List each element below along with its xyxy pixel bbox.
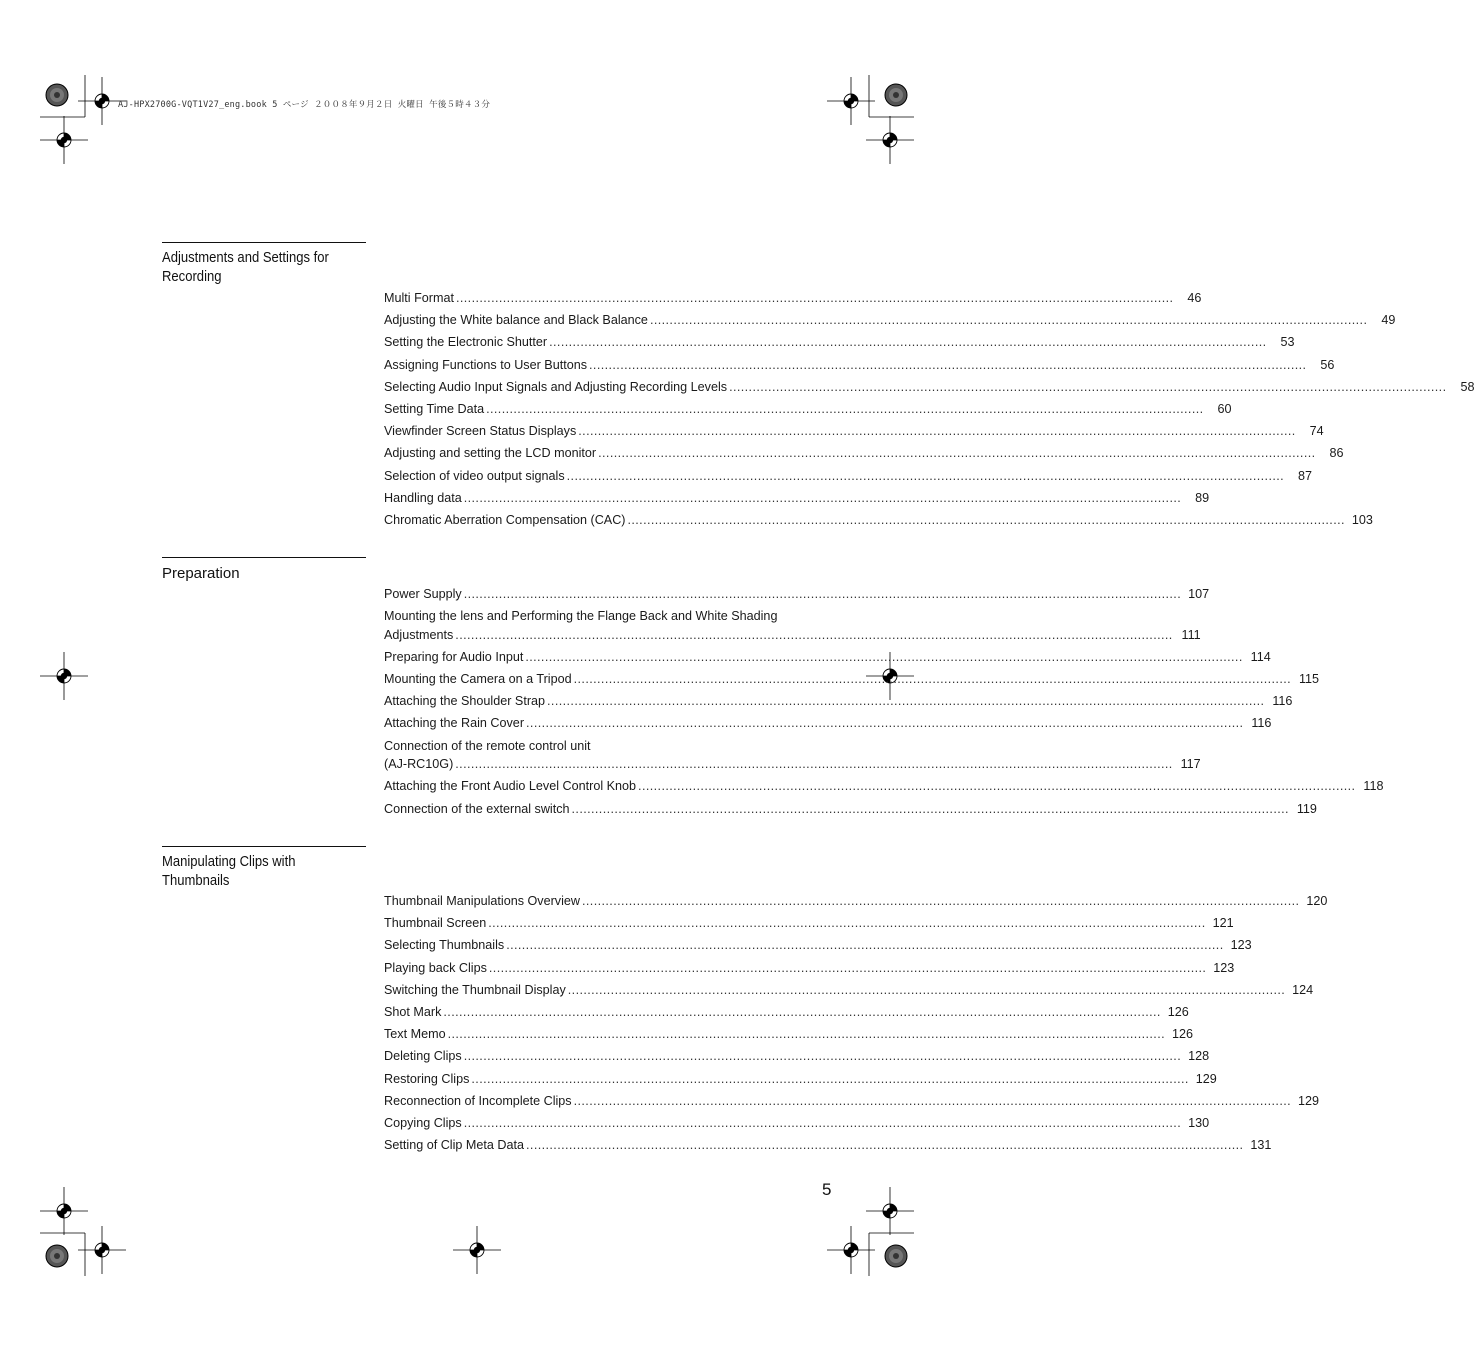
toc-entry[interactable]: Adjusting and setting the LCD monitor ..... 86: [384, 444, 812, 463]
toc-entry[interactable]: Copying Clips ..... 130: [384, 1114, 812, 1133]
toc-entry[interactable]: Selecting Audio Input Signals and Adjusting Recording Levels ..... 58: [384, 378, 812, 397]
toc-entry[interactable]: Restoring Clips ..... 129: [384, 1070, 812, 1089]
toc-entry[interactable]: Setting Time Data ..... 60: [384, 400, 812, 419]
page-number: 5: [822, 1180, 832, 1199]
toc-entry[interactable]: Handling data ..... 89: [384, 489, 812, 508]
section-header-adjustments: [162, 242, 366, 287]
toc-entry[interactable]: Connection of the remote control unit (AJ-RC10G) ..... 117: [384, 737, 812, 774]
toc-entry[interactable]: Adjusting the White balance and Black Balance ..... 49: [384, 311, 812, 330]
toc-entry[interactable]: Setting the Electronic Shutter ..... 53: [384, 333, 812, 352]
file-info-header: AJ-HPX2700G-VQT1V27_eng.book 5 ページ ２００８年９月２日 火曜日 午後５時４３分: [118, 100, 491, 110]
toc-entry[interactable]: Switching the Thumbnail Display ..... 124: [384, 981, 812, 1000]
toc-entry[interactable]: Shot Mark ..... 126: [384, 1003, 812, 1022]
toc-entry[interactable]: Thumbnail Screen ..... 121: [384, 914, 812, 933]
toc-entry[interactable]: Multi Format ..... 46: [384, 289, 812, 308]
toc-entry[interactable]: Assigning Functions to User Buttons ..... 56: [384, 356, 812, 375]
toc-entry[interactable]: Mounting the lens and Performing the Flange Back and White Shading Adjustments ..... 111: [384, 607, 812, 644]
toc-entry[interactable]: Selection of video output signals ..... 87: [384, 467, 812, 486]
toc-entry[interactable]: Chromatic Aberration Compensation (CAC) ..... 103: [384, 511, 812, 530]
toc-entry[interactable]: Connection of the external switch ..... 119: [384, 800, 812, 819]
toc-entry[interactable]: Deleting Clips ..... 128: [384, 1047, 812, 1066]
section-header-thumbnails: [162, 846, 366, 891]
toc-entry[interactable]: Attaching the Front Audio Level Control Knob ..... 118: [384, 777, 812, 796]
toc-entry[interactable]: Viewfinder Screen Status Displays ..... 74: [384, 422, 812, 441]
toc-entry[interactable]: Text Memo ..... 126: [384, 1025, 812, 1044]
section-title: Manipulating Clips with Thumbnails: [162, 854, 296, 889]
toc-entry[interactable]: Playing back Clips ..... 123: [384, 959, 812, 978]
toc-entry[interactable]: Selecting Thumbnails ..... 123: [384, 936, 812, 955]
section-header-preparation: [162, 557, 366, 583]
toc-entry[interactable]: Attaching the Rain Cover ..... 116: [384, 714, 812, 733]
section-title: Preparation: [162, 565, 240, 582]
toc-entry[interactable]: Thumbnail Manipulations Overview ..... 120: [384, 892, 812, 911]
toc-entry[interactable]: Mounting the Camera on a Tripod ..... 115: [384, 670, 812, 689]
section-title: Adjustments and Settings for Recording: [162, 250, 329, 285]
toc-entry[interactable]: Preparing for Audio Input ..... 114: [384, 648, 812, 667]
toc-entry[interactable]: Attaching the Shoulder Strap ..... 116: [384, 692, 812, 711]
toc-list-adjustments: [384, 289, 1474, 533]
toc-list-preparation: [384, 585, 1384, 822]
toc-entry[interactable]: Reconnection of Incomplete Clips ..... 129: [384, 1092, 812, 1111]
toc-entry[interactable]: Power Supply ..... 107: [384, 585, 812, 604]
toc-list-thumbnails: [384, 892, 1328, 1158]
toc-entry[interactable]: Setting of Clip Meta Data ..... 131: [384, 1136, 812, 1155]
